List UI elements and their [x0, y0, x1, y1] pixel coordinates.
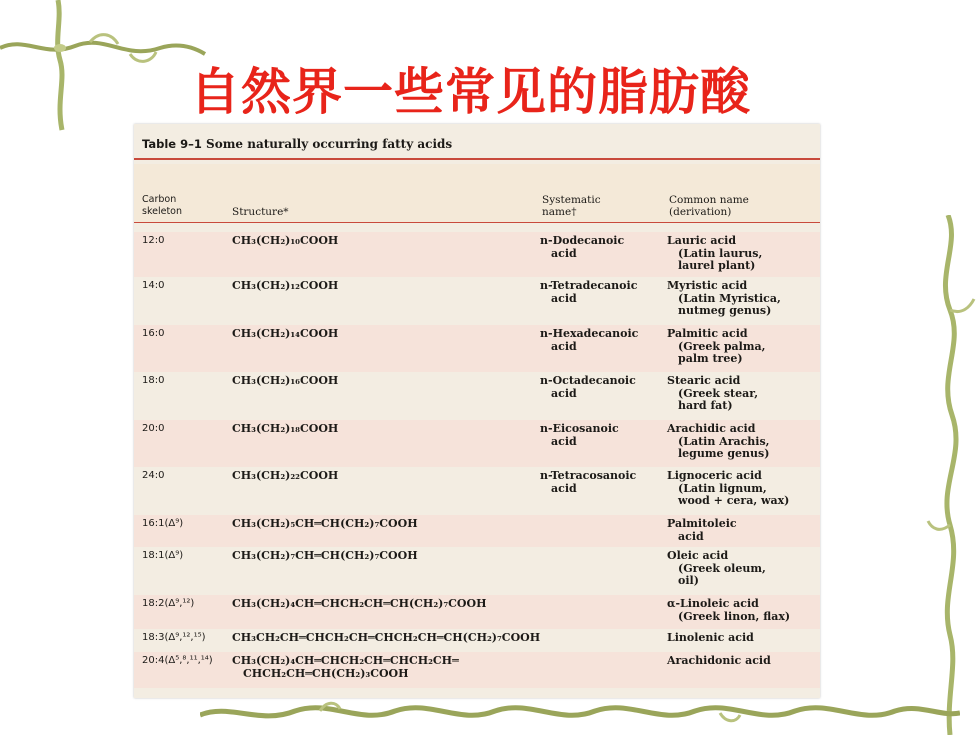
- header-systematic-line2: name†: [542, 206, 577, 218]
- carbon-skeleton-cell-line: 18:2(Δ⁹,¹²): [142, 598, 195, 609]
- structure-cell: [232, 328, 542, 341]
- common-name-cell-line: Oleic acid: [667, 549, 729, 562]
- common-name-cell-line: Palmitoleic: [667, 517, 737, 530]
- common-name-cell-line: legume genus): [678, 447, 770, 460]
- common-name-cell-line: oil): [678, 574, 699, 587]
- carbon-skeleton-cell: [142, 632, 206, 645]
- carbon-skeleton-cell-line: 18:3(Δ⁹,¹²,¹⁵): [142, 632, 206, 643]
- carbon-skeleton-cell-line: 14:0: [142, 280, 165, 291]
- common-name-cell: [667, 470, 817, 508]
- structure-cell: [232, 598, 542, 611]
- systematic-name-cell: [540, 328, 666, 353]
- systematic-name-cell-line: acid: [551, 339, 577, 353]
- vine-decoration-bottom: [200, 695, 960, 735]
- carbon-skeleton-cell: [142, 598, 194, 611]
- systematic-name-cell-line: acid: [551, 434, 577, 448]
- common-name-cell: [667, 375, 817, 413]
- common-name-cell: [667, 518, 817, 543]
- systematic-name-cell-line: acid: [551, 386, 577, 400]
- structure-cell-line: CH₃(CH₂)₁₀COOH: [232, 234, 339, 247]
- structure-cell-line: CH₃(CH₂)₁₈COOH: [232, 422, 339, 435]
- systematic-name-cell: [540, 470, 666, 495]
- common-name-cell-line: laurel plant): [678, 259, 756, 272]
- common-name-cell-line: Arachidonic acid: [667, 654, 771, 667]
- common-name-cell-line: nutmeg genus): [678, 304, 772, 317]
- table-caption: [134, 134, 820, 160]
- header-carbon-line1: Carbon: [142, 194, 177, 205]
- table-row: [134, 325, 820, 372]
- common-name-cell-line: (Latin Myristica,: [678, 291, 781, 305]
- common-name-cell-line: palm tree): [678, 352, 743, 365]
- common-name-cell: [667, 550, 817, 588]
- table-row: [134, 372, 820, 420]
- structure-cell: [232, 470, 542, 483]
- common-name-cell-line: (Greek palma,: [678, 339, 766, 353]
- common-name-cell: [667, 280, 817, 318]
- carbon-skeleton-cell: [142, 550, 183, 563]
- table-row: [134, 420, 820, 467]
- structure-cell-line: CH₃CH₂CH═CHCH₂CH═CHCH₂CH═CH(CH₂)₇COOH: [232, 631, 541, 644]
- common-name-cell-line: (Greek stear,: [678, 386, 759, 400]
- common-name-cell-line: Lignoceric acid: [667, 469, 762, 482]
- systematic-name-cell-line: acid: [551, 246, 577, 260]
- systematic-name-cell-line: n-Tetracosanoic: [540, 469, 637, 482]
- slide-title: 自然界一些常见的脂肪酸: [190, 63, 751, 121]
- systematic-name-cell: [540, 280, 666, 305]
- carbon-skeleton-cell-line: 20:0: [142, 423, 165, 434]
- common-name-cell-line: α-Linoleic acid: [667, 597, 759, 610]
- carbon-skeleton-cell-line: 20:4(Δ⁵,⁸,¹¹,¹⁴): [142, 655, 213, 666]
- common-name-cell-line: Stearic acid: [667, 374, 741, 387]
- carbon-skeleton-cell: [142, 235, 164, 248]
- structure-cell-line: CH₃(CH₂)₄CH═CHCH₂CH═CH(CH₂)₇COOH: [232, 597, 487, 610]
- common-name-cell-line: wood + cera, wax): [678, 494, 790, 507]
- common-name-cell: [667, 328, 817, 366]
- common-name-cell-line: (Latin Arachis,: [678, 434, 770, 448]
- vine-decoration-right: [920, 215, 980, 735]
- carbon-skeleton-cell-line: 12:0: [142, 235, 165, 246]
- header-common-name: [669, 194, 749, 218]
- common-name-cell: [667, 423, 817, 461]
- common-name-cell: [667, 632, 817, 645]
- header-systematic-name: [542, 194, 601, 218]
- carbon-skeleton-cell-line: 18:1(Δ⁹): [142, 550, 184, 561]
- carbon-skeleton-cell: [142, 423, 164, 436]
- table-row: [134, 595, 820, 629]
- structure-cell-line: CH₃(CH₂)₅CH═CH(CH₂)₇COOH: [232, 517, 418, 530]
- common-name-cell-line: acid: [678, 529, 704, 543]
- systematic-name-cell: [540, 235, 666, 260]
- common-name-cell-line: hard fat): [678, 399, 733, 412]
- systematic-name-cell-line: acid: [551, 291, 577, 305]
- structure-cell: [232, 632, 542, 645]
- table-row: [134, 652, 820, 688]
- common-name-cell: [667, 235, 817, 273]
- structure-cell: [232, 375, 542, 388]
- common-name-cell-line: Linolenic acid: [667, 631, 754, 644]
- carbon-skeleton-cell-line: 16:1(Δ⁹): [142, 518, 184, 529]
- table-row: [134, 515, 820, 547]
- structure-cell-line: CH₃(CH₂)₁₄COOH: [232, 327, 339, 340]
- common-name-cell-line: (Latin laurus,: [678, 246, 763, 260]
- systematic-name-cell-line: n-Eicosanoic: [540, 422, 619, 435]
- header-carbon-skeleton: [142, 194, 202, 218]
- header-systematic-line1: Systematic: [542, 194, 601, 206]
- carbon-skeleton-cell: [142, 518, 183, 531]
- carbon-skeleton-cell-line: 16:0: [142, 328, 165, 339]
- structure-cell-line: CHCH₂CH═CH(CH₂)₃COOH: [243, 666, 409, 680]
- systematic-name-cell: [540, 423, 666, 448]
- table-caption-text: Some naturally occurring fatty acids: [206, 137, 453, 151]
- common-name-cell-line: (Greek oleum,: [678, 561, 766, 575]
- structure-cell: [232, 655, 542, 680]
- header-common-line1: Common name: [669, 194, 749, 206]
- header-structure: Structure*: [232, 206, 289, 218]
- fatty-acid-table-image: [134, 124, 820, 698]
- common-name-cell-line: Myristic acid: [667, 279, 748, 292]
- carbon-skeleton-cell: [142, 655, 213, 668]
- table-row: [134, 232, 820, 277]
- table-row: [134, 547, 820, 595]
- carbon-skeleton-cell-line: 24:0: [142, 470, 165, 481]
- structure-cell-line: CH₃(CH₂)₇CH═CH(CH₂)₇COOH: [232, 549, 418, 562]
- common-name-cell: [667, 598, 817, 623]
- common-name-cell-line: Palmitic acid: [667, 327, 748, 340]
- carbon-skeleton-cell: [142, 328, 164, 341]
- structure-cell-line: CH₃(CH₂)₄CH═CHCH₂CH═CHCH₂CH═: [232, 654, 459, 667]
- table-row: [134, 467, 820, 515]
- common-name-cell-line: (Latin lignum,: [678, 481, 767, 495]
- systematic-name-cell-line: n-Dodecanoic: [540, 234, 625, 247]
- structure-cell-line: CH₃(CH₂)₂₂COOH: [232, 469, 339, 482]
- structure-cell: [232, 235, 542, 248]
- common-name-cell-line: Arachidic acid: [667, 422, 756, 435]
- table-row: [134, 629, 820, 652]
- common-name-cell-line: (Greek linon, flax): [678, 609, 791, 623]
- table-row: [134, 277, 820, 325]
- table-caption-number: Table 9–1: [142, 137, 202, 151]
- common-name-cell-line: Lauric acid: [667, 234, 737, 247]
- carbon-skeleton-cell: [142, 375, 164, 388]
- systematic-name-cell-line: n-Hexadecanoic: [540, 327, 639, 340]
- header-common-line2: (derivation): [669, 206, 732, 218]
- carbon-skeleton-cell: [142, 470, 164, 483]
- common-name-cell: [667, 655, 817, 668]
- structure-cell-line: CH₃(CH₂)₁₆COOH: [232, 374, 339, 387]
- structure-cell: [232, 550, 542, 563]
- systematic-name-cell: [540, 375, 666, 400]
- structure-cell: [232, 518, 542, 531]
- structure-cell-line: CH₃(CH₂)₁₂COOH: [232, 279, 339, 292]
- header-carbon-line2: skeleton: [142, 206, 182, 217]
- carbon-skeleton-cell: [142, 280, 164, 293]
- structure-cell: [232, 423, 542, 436]
- structure-cell: [232, 280, 542, 293]
- systematic-name-cell-line: n-Tetradecanoic: [540, 279, 638, 292]
- carbon-skeleton-cell-line: 18:0: [142, 375, 165, 386]
- systematic-name-cell-line: n-Octadecanoic: [540, 374, 636, 387]
- systematic-name-cell-line: acid: [551, 481, 577, 495]
